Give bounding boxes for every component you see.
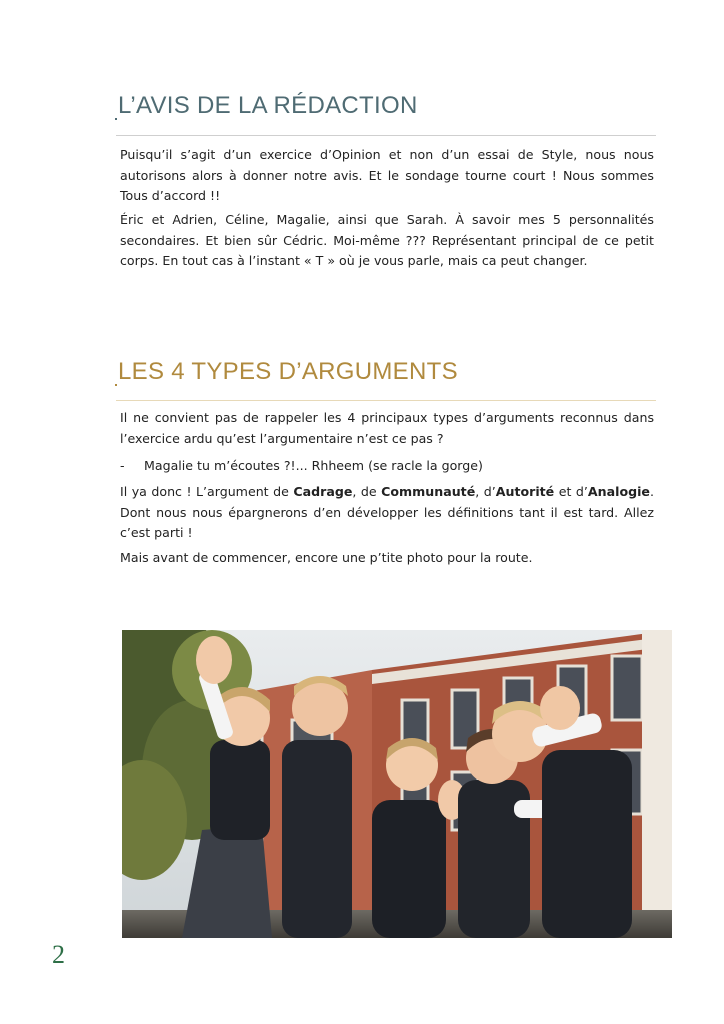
paragraph: Puisqu’il s’agit d’un exercice d’Opinion et non d’un essai de Style, nous nous autorisons alors à donner notre avis. Et le sondage tourne court ! Nous sommes Tous d’accord !! <box>120 147 654 203</box>
page-number: 2 <box>52 940 65 969</box>
keyword-autorite: Autorité <box>495 484 555 499</box>
paragraph: Mais avant de commencer, encore une p’tite photo pour la route. <box>120 550 533 565</box>
text-run: Il ya donc ! L’argument de <box>120 484 294 499</box>
bullet-text: Magalie tu m’écoutes ?!... Rhheem (se racle la gorge) <box>144 458 483 473</box>
heading-marker <box>115 384 117 386</box>
section-title-avis: L’AVIS DE LA RÉDACTION <box>118 92 418 119</box>
heading-marker <box>115 118 117 120</box>
keyword-communaute: Communauté <box>381 484 476 499</box>
text-run: , de <box>352 484 382 499</box>
bullet-marker: - <box>120 458 125 473</box>
school-children-photo <box>122 630 672 938</box>
keyword-analogie: Analogie <box>587 484 650 499</box>
keyword-cadrage: Cadrage <box>293 484 353 499</box>
section-title-arguments: LES 4 TYPES D’ARGUMENTS <box>118 358 458 385</box>
paragraph: Il ne convient pas de rappeler les 4 principaux types d’arguments reconnus dans l’exercice ardu qu’est l’argumentaire n’est ce pas ? <box>120 410 654 446</box>
text-run: et d’ <box>554 484 588 499</box>
paragraph <box>120 482 654 544</box>
section-divider <box>116 135 656 136</box>
paragraph: Éric et Adrien, Céline, Magalie, ainsi que Sarah. À savoir mes 5 personnalités secondaires. Et bien sûr Cédric. Moi-même ??? Représentant principal de ce petit corps. En tout cas à l’instant « T » où je vous parle, mais ca peut changer. <box>120 212 654 268</box>
bullet-item <box>120 456 654 477</box>
text-run: , d’ <box>475 484 496 499</box>
section-divider <box>116 400 656 401</box>
text-run: . Dont nous nous épargnerons d’en développer les définitions tant il est tard. Allez c’est parti ! <box>120 484 654 540</box>
